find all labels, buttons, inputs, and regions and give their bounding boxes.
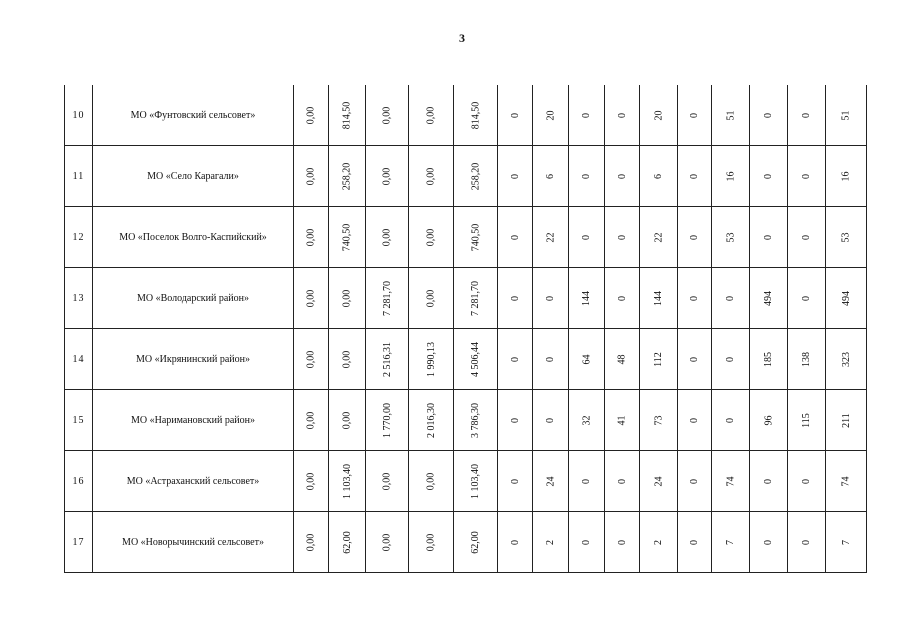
value-cell <box>409 268 454 329</box>
value-cell <box>294 85 329 146</box>
value-cell <box>640 390 678 451</box>
cell-value: 185 <box>763 351 774 367</box>
municipality-name: МО «Астраханский сельсовет» <box>93 451 294 512</box>
cell-value: 0 <box>689 295 700 301</box>
cell-value: 0 <box>689 539 700 545</box>
cell-value: 0,00 <box>305 533 317 551</box>
cell-value: 0 <box>581 173 592 179</box>
value-cell <box>454 85 498 146</box>
cell-value: 20 <box>653 110 664 120</box>
value-cell <box>533 268 569 329</box>
cell-value: 258,20 <box>470 162 481 190</box>
cell-value: 814,50 <box>341 101 353 129</box>
value-cell <box>569 207 605 268</box>
value-cell <box>533 329 569 390</box>
cell-value: 0 <box>509 539 521 545</box>
value-cell <box>498 207 533 268</box>
cell-value: 22 <box>545 232 556 242</box>
value-cell <box>788 512 826 573</box>
cell-value: 740,50 <box>341 223 353 251</box>
cell-value: 112 <box>652 351 664 367</box>
cell-value: 16 <box>725 171 736 181</box>
value-cell <box>678 85 712 146</box>
cell-value: 0,00 <box>425 289 437 307</box>
value-cell <box>712 85 750 146</box>
value-cell <box>712 207 750 268</box>
value-cell <box>366 512 409 573</box>
value-cell <box>366 146 409 207</box>
cell-value: 0 <box>763 173 774 179</box>
cell-value: 1 990,13 <box>425 341 437 377</box>
value-cell <box>329 329 366 390</box>
cell-value: 0 <box>616 539 628 545</box>
cell-value: 7 281,70 <box>381 280 393 316</box>
value-cell <box>678 390 712 451</box>
value-cell <box>533 512 569 573</box>
cell-value: 48 <box>616 354 628 364</box>
cell-value: 1 770,00 <box>381 402 393 438</box>
value-cell <box>826 85 867 146</box>
row-number: 15 <box>65 390 93 451</box>
value-cell <box>750 268 788 329</box>
cell-value: 144 <box>653 290 664 306</box>
cell-value: 0 <box>689 112 700 118</box>
cell-value: 494 <box>763 290 774 306</box>
cell-value: 0 <box>616 173 628 179</box>
cell-value: 53 <box>725 232 736 242</box>
value-cell <box>366 207 409 268</box>
cell-value: 0 <box>509 112 521 118</box>
table-row <box>65 451 867 512</box>
cell-value: 1 103,40 <box>470 463 481 499</box>
value-cell <box>678 146 712 207</box>
value-cell <box>569 85 605 146</box>
cell-value: 0 <box>801 234 812 240</box>
value-cell <box>605 390 640 451</box>
cell-value: 16 <box>840 171 852 181</box>
cell-value: 62,00 <box>470 530 481 554</box>
cell-value: 0 <box>689 417 700 423</box>
municipality-name: МО «Поселок Волго-Каспийский» <box>93 207 294 268</box>
cell-value: 73 <box>653 415 664 425</box>
value-cell <box>640 329 678 390</box>
cell-value: 0 <box>616 112 628 118</box>
value-cell <box>640 451 678 512</box>
value-cell <box>712 512 750 573</box>
value-cell <box>678 329 712 390</box>
cell-value: 0,00 <box>305 472 317 490</box>
table-row <box>65 329 867 390</box>
value-cell <box>605 512 640 573</box>
cell-value: 0 <box>725 295 736 301</box>
value-cell <box>294 390 329 451</box>
value-cell <box>569 390 605 451</box>
value-cell <box>788 268 826 329</box>
cell-value: 0 <box>509 173 521 179</box>
cell-value: 0,00 <box>381 533 393 551</box>
cell-value: 0 <box>509 295 521 301</box>
municipality-name: МО «Новорычинский сельсовет» <box>93 512 294 573</box>
value-cell <box>454 329 498 390</box>
cell-value: 0 <box>581 539 592 545</box>
value-cell <box>750 85 788 146</box>
cell-value: 7 <box>725 539 736 545</box>
value-cell <box>605 85 640 146</box>
cell-value: 3 786,30 <box>470 402 481 438</box>
value-cell <box>533 207 569 268</box>
cell-value: 96 <box>763 415 774 425</box>
cell-value: 0,00 <box>381 472 393 490</box>
value-cell <box>498 268 533 329</box>
cell-value: 0,00 <box>425 167 437 185</box>
value-cell <box>826 512 867 573</box>
cell-value: 0,00 <box>381 106 393 124</box>
value-cell <box>712 451 750 512</box>
cell-value: 115 <box>800 412 812 428</box>
cell-value: 0 <box>545 417 556 423</box>
cell-value: 2 016,30 <box>425 402 437 438</box>
value-cell <box>788 390 826 451</box>
value-cell <box>678 512 712 573</box>
value-cell <box>454 146 498 207</box>
value-cell <box>498 146 533 207</box>
cell-value: 51 <box>840 110 852 120</box>
value-cell <box>569 512 605 573</box>
value-cell <box>294 512 329 573</box>
value-cell <box>329 207 366 268</box>
cell-value: 138 <box>801 351 812 367</box>
value-cell <box>640 146 678 207</box>
value-cell <box>454 390 498 451</box>
cell-value: 0 <box>763 539 774 545</box>
value-cell <box>533 390 569 451</box>
value-cell <box>640 512 678 573</box>
cell-value: 0 <box>763 478 774 484</box>
cell-value: 74 <box>725 476 736 486</box>
cell-value: 0 <box>801 173 812 179</box>
cell-value: 24 <box>653 476 664 486</box>
cell-value: 0 <box>509 234 521 240</box>
value-cell <box>605 451 640 512</box>
cell-value: 0,00 <box>305 106 317 124</box>
row-number: 12 <box>65 207 93 268</box>
cell-value: 144 <box>581 290 592 306</box>
cell-value: 32 <box>581 415 592 425</box>
value-cell <box>569 329 605 390</box>
row-number: 14 <box>65 329 93 390</box>
cell-value: 0 <box>616 478 628 484</box>
value-cell <box>498 451 533 512</box>
cell-value: 51 <box>725 110 736 120</box>
cell-value: 24 <box>545 476 556 486</box>
value-cell <box>498 390 533 451</box>
value-cell <box>826 451 867 512</box>
value-cell <box>605 268 640 329</box>
value-cell <box>712 146 750 207</box>
cell-value: 62,00 <box>341 530 353 554</box>
value-cell <box>750 207 788 268</box>
table-row <box>65 268 867 329</box>
value-cell <box>533 146 569 207</box>
cell-value: 0,00 <box>305 167 317 185</box>
value-cell <box>750 512 788 573</box>
value-cell <box>409 207 454 268</box>
table-row <box>65 207 867 268</box>
cell-value: 814,50 <box>470 101 481 129</box>
table-row <box>65 146 867 207</box>
value-cell <box>788 207 826 268</box>
cell-value: 0,00 <box>305 228 317 246</box>
cell-value: 4 506,44 <box>470 341 481 377</box>
cell-value: 0,00 <box>381 228 393 246</box>
table-row <box>65 390 867 451</box>
value-cell <box>329 85 366 146</box>
value-cell <box>788 85 826 146</box>
cell-value: 0 <box>616 234 628 240</box>
cell-value: 0 <box>616 295 628 301</box>
value-cell <box>409 146 454 207</box>
cell-value: 1 103,40 <box>341 463 353 499</box>
value-cell <box>826 146 867 207</box>
value-cell <box>788 451 826 512</box>
value-cell <box>366 451 409 512</box>
cell-value: 0,00 <box>341 350 353 368</box>
cell-value: 0 <box>725 356 736 362</box>
municipality-name: МО «Село Карагали» <box>93 146 294 207</box>
value-cell <box>454 451 498 512</box>
value-cell <box>409 451 454 512</box>
cell-value: 0 <box>801 478 812 484</box>
value-cell <box>498 85 533 146</box>
cell-value: 0,00 <box>425 533 437 551</box>
cell-value: 0 <box>545 295 556 301</box>
data-table <box>64 85 867 573</box>
cell-value: 6 <box>545 173 556 179</box>
cell-value: 0,00 <box>425 106 437 124</box>
cell-value: 0,00 <box>425 228 437 246</box>
cell-value: 0 <box>801 539 812 545</box>
value-cell <box>454 512 498 573</box>
municipality-name: МО «Икрянинский район» <box>93 329 294 390</box>
municipality-name: МО «Фунтовский сельсовет» <box>93 85 294 146</box>
value-cell <box>533 85 569 146</box>
value-cell <box>498 512 533 573</box>
value-cell <box>409 512 454 573</box>
cell-value: 7 281,70 <box>470 280 481 316</box>
value-cell <box>640 85 678 146</box>
cell-value: 53 <box>840 232 852 242</box>
cell-value: 64 <box>581 354 592 364</box>
value-cell <box>329 390 366 451</box>
cell-value: 0 <box>545 356 556 362</box>
value-cell <box>366 329 409 390</box>
value-cell <box>605 146 640 207</box>
value-cell <box>826 268 867 329</box>
value-cell <box>712 390 750 451</box>
value-cell <box>826 207 867 268</box>
value-cell <box>750 146 788 207</box>
value-cell <box>826 390 867 451</box>
value-cell <box>712 329 750 390</box>
row-number: 16 <box>65 451 93 512</box>
row-number: 17 <box>65 512 93 573</box>
cell-value: 258,20 <box>341 162 353 190</box>
cell-value: 0 <box>509 478 521 484</box>
value-cell <box>329 512 366 573</box>
cell-value: 2 516,31 <box>381 341 393 377</box>
value-cell <box>366 85 409 146</box>
cell-value: 0 <box>763 234 774 240</box>
value-cell <box>678 451 712 512</box>
cell-value: 0 <box>689 478 700 484</box>
cell-value: 0 <box>689 234 700 240</box>
value-cell <box>750 451 788 512</box>
value-cell <box>750 329 788 390</box>
row-number: 13 <box>65 268 93 329</box>
row-number: 10 <box>65 85 93 146</box>
municipality-name: МО «Наримановский район» <box>93 390 294 451</box>
cell-value: 323 <box>840 351 852 367</box>
cell-value: 0,00 <box>381 167 393 185</box>
cell-value: 0,00 <box>341 289 353 307</box>
value-cell <box>366 268 409 329</box>
cell-value: 0 <box>763 112 774 118</box>
value-cell <box>640 207 678 268</box>
value-cell <box>678 207 712 268</box>
value-cell <box>454 207 498 268</box>
cell-value: 740,50 <box>470 223 481 251</box>
cell-value: 0,00 <box>305 350 317 368</box>
cell-value: 0 <box>581 478 592 484</box>
cell-value: 0,00 <box>305 411 317 429</box>
value-cell <box>294 451 329 512</box>
cell-value: 20 <box>545 110 556 120</box>
value-cell <box>329 268 366 329</box>
cell-value: 0 <box>509 417 521 423</box>
value-cell <box>712 268 750 329</box>
cell-value: 0,00 <box>425 472 437 490</box>
value-cell <box>569 451 605 512</box>
value-cell <box>409 85 454 146</box>
value-cell <box>678 268 712 329</box>
value-cell <box>366 390 409 451</box>
cell-value: 0 <box>581 234 592 240</box>
cell-value: 0 <box>801 295 812 301</box>
cell-value: 0 <box>581 112 592 118</box>
cell-value: 0,00 <box>341 411 353 429</box>
table-row <box>65 85 867 146</box>
cell-value: 0 <box>509 356 521 362</box>
cell-value: 0 <box>725 417 736 423</box>
value-cell <box>294 207 329 268</box>
cell-value: 211 <box>840 412 852 428</box>
value-cell <box>605 207 640 268</box>
value-cell <box>294 268 329 329</box>
value-cell <box>294 329 329 390</box>
value-cell <box>409 329 454 390</box>
row-number: 11 <box>65 146 93 207</box>
cell-value: 0 <box>689 356 700 362</box>
cell-value: 0 <box>801 112 812 118</box>
value-cell <box>498 329 533 390</box>
value-cell <box>826 329 867 390</box>
municipality-name: МО «Володарский район» <box>93 268 294 329</box>
cell-value: 2 <box>653 539 664 545</box>
value-cell <box>569 146 605 207</box>
cell-value: 494 <box>840 290 852 306</box>
value-cell <box>788 146 826 207</box>
value-cell <box>569 268 605 329</box>
cell-value: 7 <box>840 539 852 545</box>
cell-value: 0,00 <box>305 289 317 307</box>
value-cell <box>788 329 826 390</box>
cell-value: 22 <box>653 232 664 242</box>
value-cell <box>454 268 498 329</box>
cell-value: 74 <box>840 476 852 486</box>
value-cell <box>409 390 454 451</box>
value-cell <box>329 451 366 512</box>
value-cell <box>533 451 569 512</box>
cell-value: 41 <box>616 415 628 425</box>
value-cell <box>294 146 329 207</box>
table-row <box>65 512 867 573</box>
value-cell <box>605 329 640 390</box>
value-cell <box>640 268 678 329</box>
page-number: 3 <box>459 31 465 45</box>
cell-value: 0 <box>689 173 700 179</box>
cell-value: 6 <box>653 173 664 179</box>
value-cell <box>329 146 366 207</box>
cell-value: 2 <box>545 539 556 545</box>
value-cell <box>750 390 788 451</box>
